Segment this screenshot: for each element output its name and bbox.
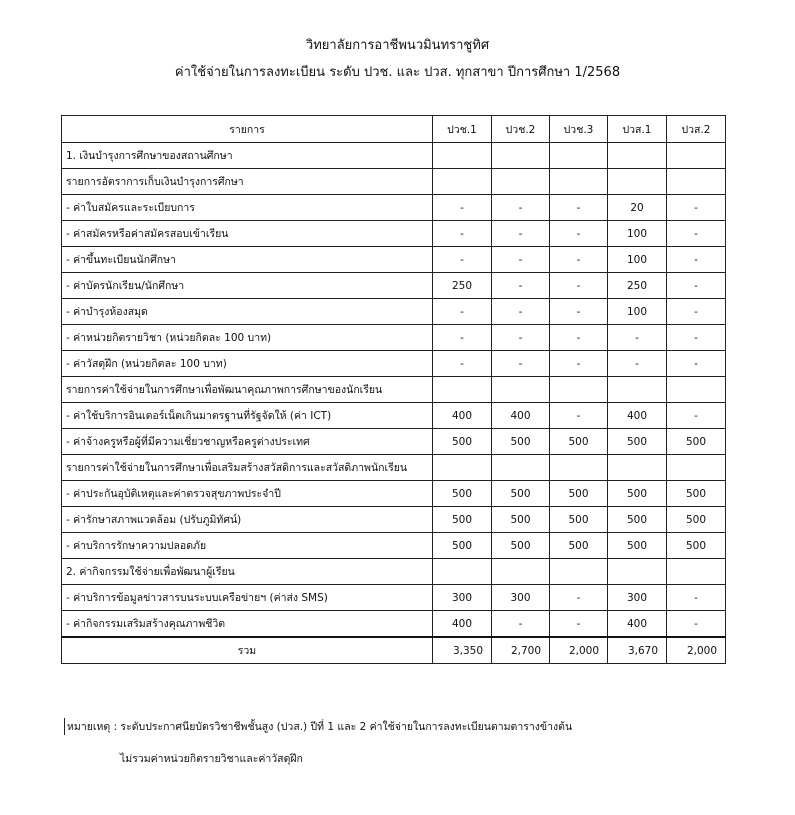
row-value-cell: - — [433, 351, 492, 377]
row-value-cell — [433, 559, 492, 585]
table-row — [62, 273, 726, 299]
row-value-cell — [667, 455, 726, 481]
row-value-cell: - — [550, 221, 608, 247]
row-value-cell: 500 — [608, 507, 667, 533]
row-item-label: - ค่าใบสมัครและระเบียบการ — [62, 195, 433, 221]
row-value-cell: 500 — [608, 481, 667, 507]
row-value-cell: 500 — [433, 507, 492, 533]
row-value-cell: - — [608, 351, 667, 377]
row-value-cell — [667, 169, 726, 195]
header-item: รายการ — [62, 116, 433, 143]
row-value-cell: - — [433, 221, 492, 247]
row-value-cell: - — [667, 585, 726, 611]
row-value-cell: - — [492, 299, 550, 325]
document-subtitle: ค่าใช้จ่ายในการลงทะเบียน ระดับ ปวช. และ ปวส. ทุกสาขา ปีการศึกษา 1/2568 — [174, 65, 621, 80]
row-value-cell — [608, 377, 667, 403]
row-value-cell: 100 — [608, 221, 667, 247]
row-item-label: - ค่าสมัครหรือค่าสมัครสอบเข้าเรียน — [62, 221, 433, 247]
row-value-cell: 400 — [433, 403, 492, 429]
row-value-cell: - — [667, 195, 726, 221]
table-row — [62, 611, 726, 638]
row-value-cell: 500 — [667, 533, 726, 559]
row-value-cell: 500 — [667, 481, 726, 507]
row-value-cell: 400 — [433, 611, 492, 638]
table-row — [62, 429, 726, 455]
row-value-cell: - — [550, 195, 608, 221]
row-value-cell: - — [667, 221, 726, 247]
row-value-cell: - — [433, 195, 492, 221]
row-value-cell — [608, 559, 667, 585]
row-value-cell: - — [433, 299, 492, 325]
row-value-cell: 100 — [608, 247, 667, 273]
total-value: 3,670 — [608, 637, 667, 664]
row-value-cell — [492, 143, 550, 169]
table-row — [62, 533, 726, 559]
row-value-cell: 20 — [608, 195, 667, 221]
row-value-cell: 500 — [608, 429, 667, 455]
note-line-1: หมายเหตุ : ระดับประกาศนียบัตรวิชาชีพชั้นสูง (ปวส.) ปีที่ 1 และ 2 ค่าใช้จ่ายในการลงทะเบียนตามตารางข้างต้น — [64, 718, 572, 735]
table-row — [62, 403, 726, 429]
row-value-cell: - — [492, 325, 550, 351]
row-item-label: - ค่าหน่วยกิตรายวิชา (หน่วยกิตละ 100 บาท) — [62, 325, 433, 351]
table-row — [62, 143, 726, 169]
row-item-label: - ค่าใช้บริการอินเตอร์เน็ตเกินมาตรฐานที่รัฐจัดให้ (ค่า ICT) — [62, 403, 433, 429]
row-value-cell: 500 — [433, 533, 492, 559]
row-value-cell — [433, 169, 492, 195]
row-item-label: - ค่ากิจกรรมเสริมสร้างคุณภาพชีวิต — [62, 611, 433, 638]
row-value-cell — [550, 559, 608, 585]
table-row — [62, 481, 726, 507]
row-item-label: - ค่าบริการรักษาความปลอดภัย — [62, 533, 433, 559]
note-line-2: ไม่รวมค่าหน่วยกิตรายวิชาและค่าวัสดุฝึก — [120, 753, 303, 765]
row-value-cell — [433, 143, 492, 169]
row-value-cell — [667, 377, 726, 403]
row-value-cell: 500 — [667, 507, 726, 533]
row-value-cell: 400 — [608, 403, 667, 429]
row-value-cell — [492, 169, 550, 195]
row-item-label: - ค่าบำรุงห้องสมุด — [62, 299, 433, 325]
row-value-cell: 500 — [492, 533, 550, 559]
row-value-cell: - — [550, 325, 608, 351]
row-value-cell — [608, 169, 667, 195]
row-item-label: - ค่าบัตรนักเรียน/นักศึกษา — [62, 273, 433, 299]
row-value-cell: 300 — [492, 585, 550, 611]
row-value-cell: - — [550, 299, 608, 325]
header-col-pvc1: ปวช.1 — [433, 116, 492, 143]
row-value-cell: - — [550, 403, 608, 429]
row-item-label: - ค่าจ้างครูหรือผู้ที่มีความเชี่ยวชาญหรือครูต่างประเทศ — [62, 429, 433, 455]
row-item-label: 1. เงินบำรุงการศึกษาของสถานศึกษา — [62, 143, 433, 169]
row-value-cell: - — [492, 351, 550, 377]
row-value-cell — [550, 169, 608, 195]
row-value-cell — [492, 377, 550, 403]
row-value-cell: - — [433, 325, 492, 351]
row-item-label: - ค่าประกันอุบัติเหตุและค่าตรวจสุขภาพประจำปี — [62, 481, 433, 507]
row-value-cell: - — [550, 585, 608, 611]
row-value-cell — [492, 559, 550, 585]
row-value-cell: - — [667, 299, 726, 325]
table-row — [62, 195, 726, 221]
table-row — [62, 221, 726, 247]
row-item-label: - ค่าวัสดุฝึก (หน่วยกิตละ 100 บาท) — [62, 351, 433, 377]
row-item-label: รายการค่าใช้จ่ายในการศึกษาเพื่อเสริมสร้างสวัสดิการและสวัสดิภาพนักเรียน — [62, 455, 433, 481]
row-value-cell: - — [667, 403, 726, 429]
table-header-row — [62, 116, 726, 143]
row-value-cell: 500 — [492, 429, 550, 455]
table-row — [62, 351, 726, 377]
row-value-cell: - — [492, 611, 550, 638]
row-value-cell: - — [492, 247, 550, 273]
row-value-cell: - — [433, 247, 492, 273]
table-row — [62, 585, 726, 611]
row-value-cell: - — [550, 247, 608, 273]
document-title: วิทยาลัยการอาชีพนวมินทราชูทิศ — [305, 38, 490, 53]
table-row — [62, 247, 726, 273]
row-value-cell: 100 — [608, 299, 667, 325]
table-row — [62, 299, 726, 325]
header-col-pvs2: ปวส.2 — [667, 116, 726, 143]
row-value-cell: 500 — [433, 481, 492, 507]
row-value-cell: 300 — [433, 585, 492, 611]
row-value-cell: 500 — [550, 429, 608, 455]
header-col-pvc2: ปวช.2 — [492, 116, 550, 143]
total-value: 2,000 — [550, 637, 608, 664]
table-row — [62, 325, 726, 351]
table-row — [62, 169, 726, 195]
row-value-cell — [608, 143, 667, 169]
total-row — [62, 637, 726, 664]
table-row — [62, 507, 726, 533]
row-value-cell — [433, 455, 492, 481]
total-value: 2,700 — [492, 637, 550, 664]
row-value-cell: 300 — [608, 585, 667, 611]
row-item-label: - ค่ารักษาสภาพแวดล้อม (ปรับภูมิทัศน์) — [62, 507, 433, 533]
row-value-cell: 500 — [492, 481, 550, 507]
row-item-label: 2. ค่ากิจกรรมใช้จ่ายเพื่อพัฒนาผู้เรียน — [62, 559, 433, 585]
row-item-label: - ค่าบริการข้อมูลข่าวสารบนระบบเครือข่ายฯ (ค่าส่ง SMS) — [62, 585, 433, 611]
row-value-cell: 500 — [550, 481, 608, 507]
row-value-cell: - — [550, 351, 608, 377]
row-value-cell: 500 — [433, 429, 492, 455]
row-value-cell: 400 — [608, 611, 667, 638]
total-value: 2,000 — [667, 637, 726, 664]
row-item-label: - ค่าขึ้นทะเบียนนักศึกษา — [62, 247, 433, 273]
row-value-cell: 500 — [608, 533, 667, 559]
row-value-cell: - — [667, 611, 726, 638]
header-col-pvc3: ปวช.3 — [550, 116, 608, 143]
row-value-cell: - — [667, 351, 726, 377]
row-value-cell: - — [667, 273, 726, 299]
table-body — [62, 143, 726, 638]
row-item-label: รายการอัตราการเก็บเงินบำรุงการศึกษา — [62, 169, 433, 195]
row-value-cell: 500 — [550, 533, 608, 559]
fees-table — [61, 115, 726, 664]
row-value-cell: - — [550, 273, 608, 299]
row-value-cell: 500 — [550, 507, 608, 533]
row-value-cell — [550, 377, 608, 403]
row-value-cell: 250 — [608, 273, 667, 299]
row-value-cell — [433, 377, 492, 403]
row-value-cell — [492, 455, 550, 481]
row-value-cell — [667, 143, 726, 169]
table-row — [62, 377, 726, 403]
row-value-cell: 500 — [492, 507, 550, 533]
row-value-cell: 250 — [433, 273, 492, 299]
table-row — [62, 559, 726, 585]
row-value-cell — [667, 559, 726, 585]
table-row — [62, 455, 726, 481]
row-value-cell — [550, 143, 608, 169]
row-value-cell: - — [492, 221, 550, 247]
total-value: 3,350 — [433, 637, 492, 664]
row-value-cell: - — [608, 325, 667, 351]
row-value-cell: - — [492, 195, 550, 221]
row-value-cell: - — [550, 611, 608, 638]
row-value-cell: - — [667, 325, 726, 351]
row-value-cell: - — [667, 247, 726, 273]
row-value-cell: 500 — [667, 429, 726, 455]
header-col-pvs1: ปวส.1 — [608, 116, 667, 143]
row-value-cell: 400 — [492, 403, 550, 429]
row-item-label: รายการค่าใช้จ่ายในการศึกษาเพื่อพัฒนาคุณภาพการศึกษาของนักเรียน — [62, 377, 433, 403]
row-value-cell: - — [492, 273, 550, 299]
total-label: รวม — [62, 637, 433, 664]
row-value-cell — [608, 455, 667, 481]
row-value-cell — [550, 455, 608, 481]
